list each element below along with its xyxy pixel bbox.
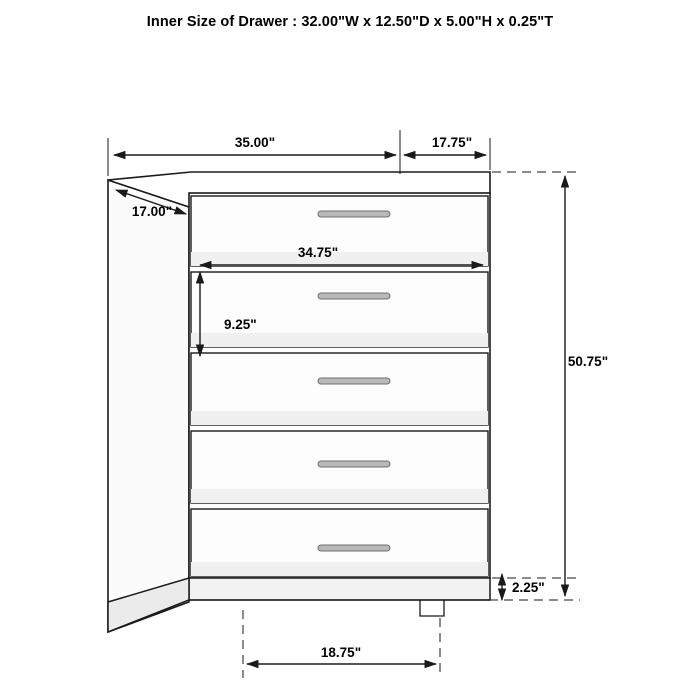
chest-body: [108, 172, 490, 632]
dimlabel-leg-span: 18.75": [320, 645, 362, 660]
left-side-panel: [108, 180, 189, 632]
drawer-handle-3: [318, 378, 390, 384]
dimlabel-drawer-height: 9.25": [224, 317, 257, 332]
dimlabel-leg-height: 2.25": [512, 580, 545, 595]
base-front: [189, 578, 490, 600]
dimlabel-overall-height: 50.75": [567, 354, 609, 369]
drawer-shade-4: [191, 489, 488, 503]
drawer-shade-2: [191, 333, 488, 347]
drawer-shade-5: [191, 562, 488, 576]
dimlabel-depth: 17.00": [131, 204, 173, 219]
drawer-handle-4: [318, 461, 390, 467]
dimlabel-top-width-side: 17.75": [431, 135, 473, 150]
drawer-shade-3: [191, 411, 488, 425]
page-title: Inner Size of Drawer : 32.00"W x 12.50"D x 5.00"H x 0.25"T: [146, 14, 554, 30]
dimlabel-top-width-front: 35.00": [234, 135, 276, 150]
dimlabel-drawer-width: 34.75": [297, 245, 339, 260]
base-notch: [420, 600, 444, 616]
drawer-shade-1: [191, 252, 488, 266]
drawer-handle-5: [318, 545, 390, 551]
drawer-handle-1: [318, 211, 390, 217]
drawer-handle-2: [318, 293, 390, 299]
